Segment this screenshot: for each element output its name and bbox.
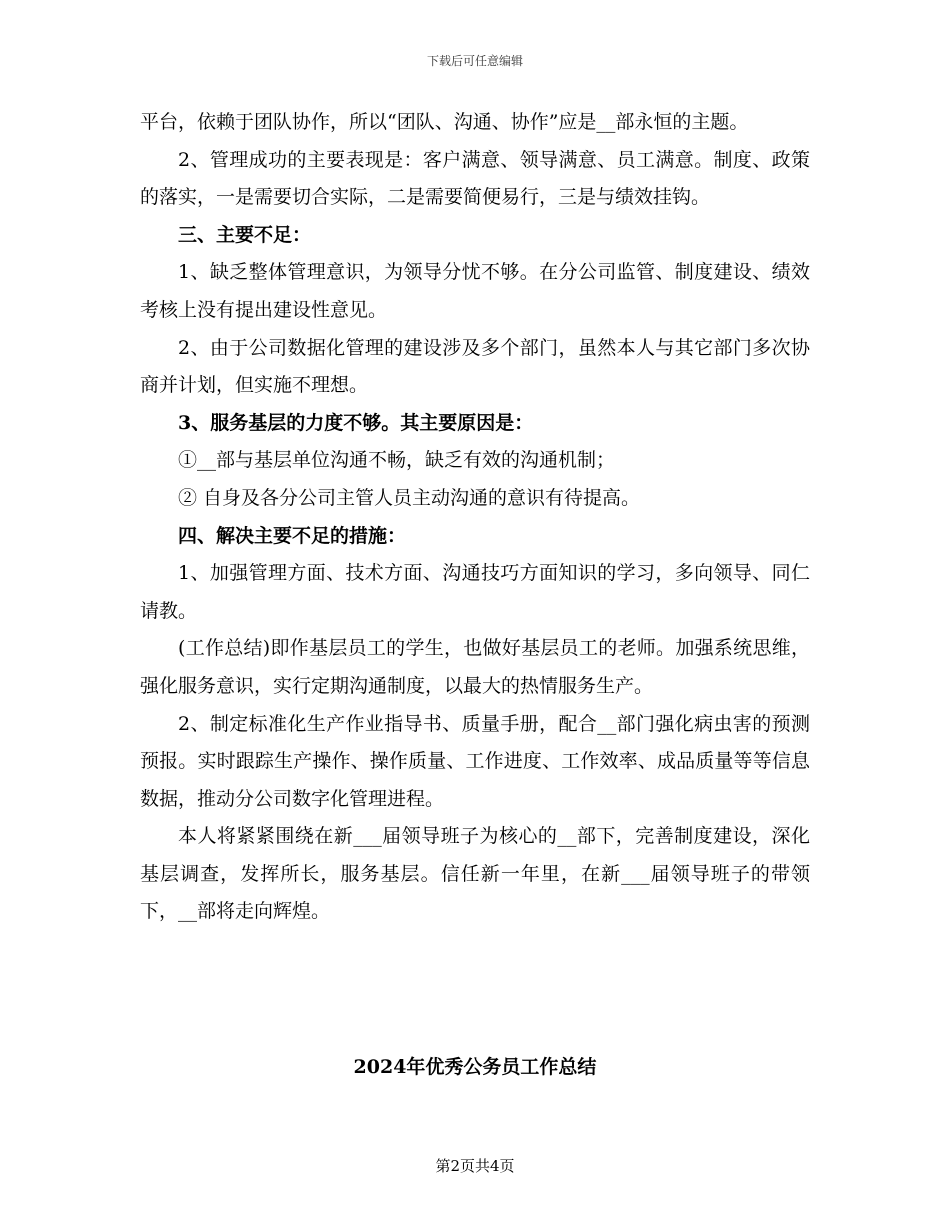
paragraph-measure-1-detail: (工作总结)即作基层员工的学生，也做好基层员工的老师。加强系统思维，强化服务意识，实行定期沟通制度，以最大的热情服务生产。	[140, 637, 810, 697]
page-number: 第2页共4页	[435, 1157, 515, 1175]
paragraph-shortcoming-2: 2、由于公司数据化管理的建设涉及多个部门，虽然本人与其它部门多次协商并计划，但实施不理想。	[140, 336, 810, 397]
list-item-reason-1: ①__部与基层单位沟通不畅，缺乏有效的沟通机制；	[178, 449, 616, 472]
section-heading-shortcomings: 三、主要不足：	[178, 223, 312, 246]
list-item-reason-2: ② 自身及各分公司主管人员主动沟通的意识有待提高。	[178, 486, 641, 509]
paragraph-continuation: 平台，依赖于团队协作，所以“团队、沟通、协作”应是__部永恒的主题。	[140, 111, 749, 133]
next-document-title: 2024年优秀公务员工作总结	[353, 1056, 597, 1078]
paragraph-shortcoming-3-heading: 3、服务基层的力度不够。其主要原因是：	[178, 411, 534, 434]
document-body	[140, 104, 810, 931]
paragraph-measure-2: 2、制定标准化生产作业指导书、质量手册，配合__部门强化病虫害的预测预报。实时跟踪生产操作、操作质量、工作进度、工作效率、成品质量等等信息数据，推动分公司数字化管理进程。	[140, 712, 810, 810]
paragraph-conclusion: 本人将紧紧围绕在新___届领导班子为核心的__部下，完善制度建设，深化基层调查，发挥所长，服务基层。信任新一年里，在新___届领导班子的带领下，__部将走向辉煌。	[140, 825, 810, 923]
paragraph-measure-1: 1、加强管理方面、技术方面、沟通技巧方面知识的学习，多向领导、同仁请教。	[140, 562, 810, 622]
paragraph-management-success: 2、管理成功的主要表现是：客户满意、领导满意、员工满意。制度、政策的落实，一是需要切合实际，二是需要简便易行，三是与绩效挂钩。	[140, 148, 810, 209]
paragraph-shortcoming-1: 1、缺乏整体管理意识，为领导分忧不够。在分公司监管、制度建设、绩效考核上没有提出建设性意见。	[140, 261, 810, 321]
section-heading-measures: 四、解决主要不足的措施：	[178, 524, 407, 547]
header-note: 下载后可任意编辑	[426, 54, 523, 68]
